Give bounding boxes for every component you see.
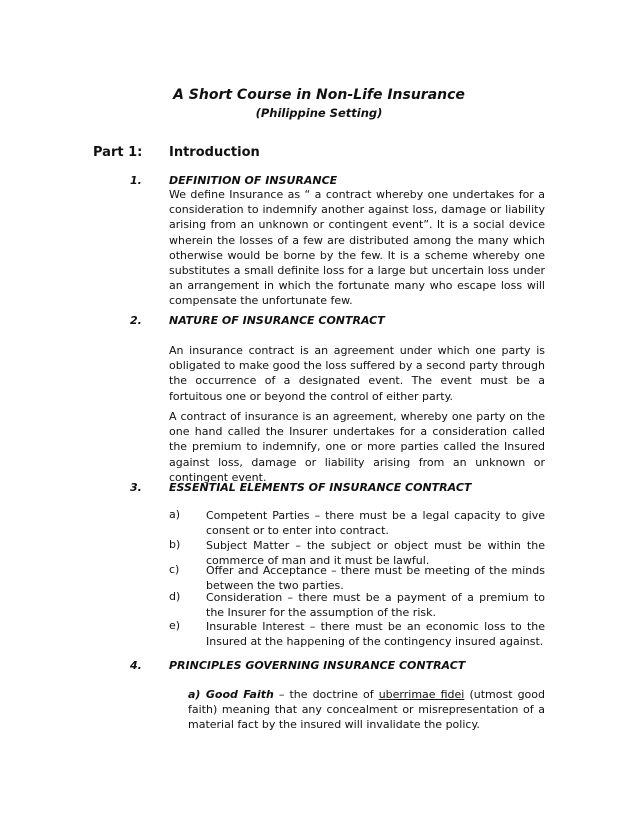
section-4-number: 4. [130,659,142,672]
element-c-text: Offer and Acceptance – there must be meeting of the minds between the two parties. [206,564,545,593]
principle-good-faith-lead: a) Good Faith [188,688,274,701]
principle-good-faith-text-1: – the doctrine of [273,688,379,701]
section-1-heading: DEFINITION OF INSURANCE [169,174,338,187]
element-b-letter: b) [169,538,181,551]
element-d-text: Consideration – there must be a payment of a premium to the Insurer for the assumption of the risk. [206,591,545,620]
principle-good-faith-text-2: (utmost good faith) meaning that any concealment or misrepresentation of a material fact by the insured will invalidate the policy. [188,688,546,732]
principle-good-faith [188,687,545,733]
document-subtitle: (Philippine Setting) [255,106,383,120]
section-1-paragraph: We define Insurance as “ a contract whereby one undertakes for a consideration to indemnify another against loss, damage or liability arising from an unknown or contingent event”. It is a social device wherein the losses of a few are distributed among the many which otherwise would be borne by the few. It is a scheme whereby one substitutes a small definite loss for a large but uncertain loss under an arrangement in which the fortunate many who escape loss will compensate the unfortunate few. [169,188,545,308]
element-a-letter: a) [169,508,181,521]
element-e-letter: e) [169,619,181,632]
section-1-number: 1. [130,174,142,187]
element-d-letter: d) [169,590,181,603]
element-e-text: Insurable Interest – there must be an economic loss to the Insured at the happening of the contingency insured against. [206,620,545,649]
section-2-paragraph-2: A contract of insurance is an agreement, whereby one party on the one hand called the Insurer undertakes for a consideration called the premium to indemnify, one or more parties called the Insured against loss, damage or liability arising from an unknown or contingent event. [169,410,545,484]
part-title: Introduction [169,145,260,160]
section-3-heading: ESSENTIAL ELEMENTS OF INSURANCE CONTRACT [169,481,472,494]
element-c-letter: c) [169,563,180,576]
section-4-heading: PRINCIPLES GOVERNING INSURANCE CONTRACT [169,659,466,672]
part-label: Part 1: [93,145,143,160]
section-2-paragraph-1: An insurance contract is an agreement under which one party is obligated to make good the loss suffered by a second party through the occurrence of a designated event. The event must be a fortuitous one or beyond the control of either party. [169,344,545,403]
principle-good-faith-term: uberrimae fidei [378,688,465,701]
section-2-number: 2. [130,314,142,327]
section-2-heading: NATURE OF INSURANCE CONTRACT [169,314,385,327]
section-3-number: 3. [130,481,142,494]
document-title: A Short Course in Non-Life Insurance [173,87,465,103]
element-a-text: Competent Parties – there must be a legal capacity to give consent or to enter into contract. [206,509,545,538]
element-b-text: Subject Matter – the subject or object must be within the commerce of man and it must be lawful. [206,539,545,568]
